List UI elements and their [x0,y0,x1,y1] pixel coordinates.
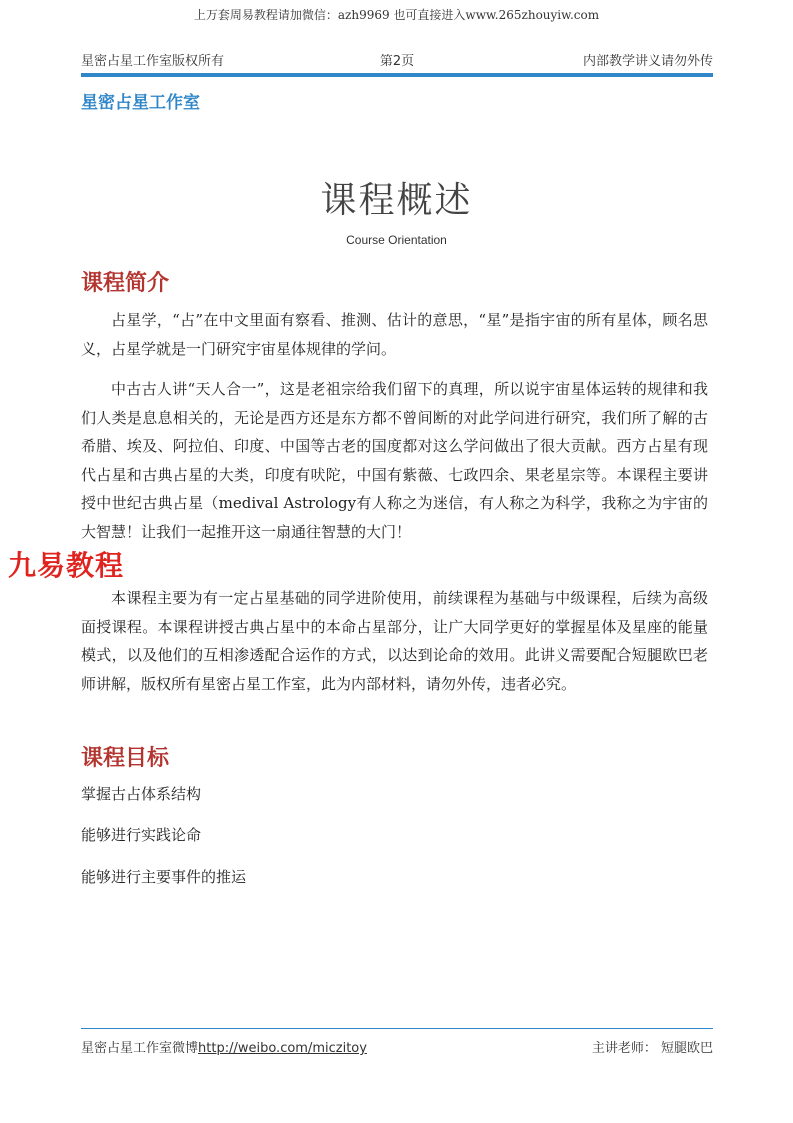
page-title: 课程概述 [320,180,473,221]
intro-paragraph-2: 中古古人讲“天人合一”，这是老祖宗给我们留下的真理，所以说宇宙星体运转的规律和我们人类是息息相关的，无论是西方还是东方都不曾间断的对此学问进行研究，我们所了解的古希腊、埃及、阿拉伯、印度、中国等古老的国度都对这么学问做出了很大贡献。西方占星有现代占星和古典占星的大类，印度有吠陀，中国有紫薇、七政四余、果老星宗等。本课程主要讲授中世纪古典占星（medival Astrology有人称之为迷信，有人称之为科学，我称之为宇宙的大智慧！让我们一起推开这一扇通往智慧的大门！ [81,380,708,541]
intro-heading: 课程简介 [81,271,170,296]
studio-name: 星密占星工作室 [81,93,200,113]
page-number: 第2页 [379,54,415,69]
goal-item: 能够进行实践论命 [81,826,202,844]
header-divider [81,73,713,77]
weibo-link[interactable]: http://weibo.com/miczitoy [198,1041,367,1056]
header-copyright: 星密占星工作室版权所有 [81,54,225,69]
goal-item: 掌握古占体系结构 [81,785,202,803]
page-header [81,50,713,68]
footer-teacher: 主讲老师： 短腿欧巴 [591,1041,713,1056]
goals-heading: 课程目标 [81,746,170,771]
intro-paragraph-1: 占星学，“占”在中文里面有察看、推测、估计的意思，“星”是指宇宙的所有星体，顾名思义，占星学就是一门研究宇宙星体规律的学问。 [81,311,708,358]
top-notice: 上万套周易教程请加微信：azh9969 也可直接进入www.265zhouyiw.com [193,8,600,22]
footer-weibo [81,1037,367,1056]
goal-item: 能够进行主要事件的推运 [81,868,247,886]
footer-weibo-label: 星密占星工作室微博 [81,1041,199,1056]
page-subtitle: Course Orientation [346,233,447,247]
header-internal-notice: 内部教学讲义请勿外传 [582,54,713,69]
intro-paragraph-3: 本课程主要为有一定占星基础的同学进阶使用，前续课程为基础与中级课程，后续为高级面授课程。本课程讲授古典占星中的本命占星部分，让广大同学更好的掌握星体及星座的能量模式，以及他们的互相渗透配合运作的方式，以达到论命的效用。此讲义需要配合短腿欧巴老师讲解，版权所有星密占星工作室，此为内部材料，请勿外传，违者必究。 [81,589,708,693]
watermark-logo: 九易教程 [8,549,125,582]
footer-divider [81,1028,713,1029]
